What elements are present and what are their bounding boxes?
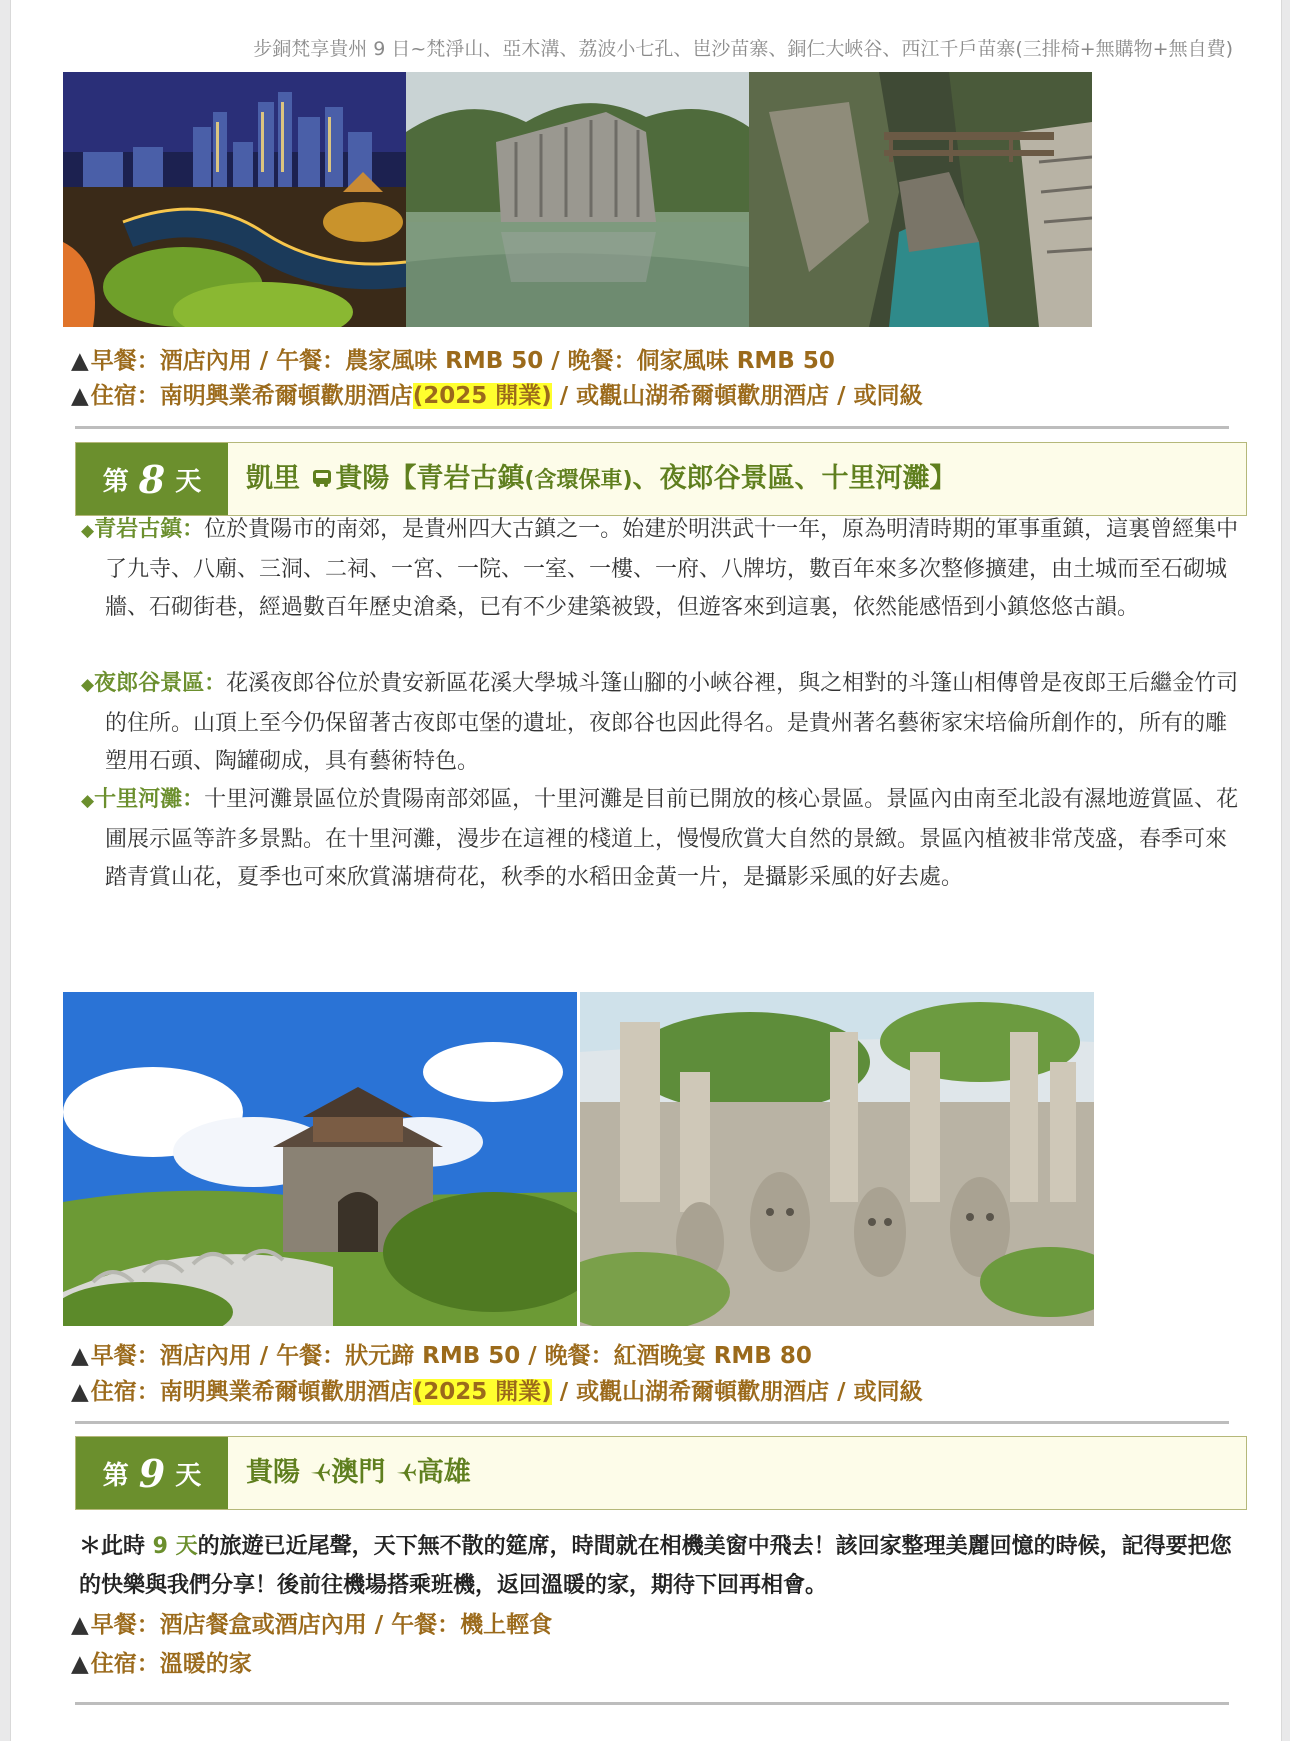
attraction-description: 花溪夜郎谷位於貴安新區花溪大學城斗篷山腳的小峽谷裡，與之相對的斗篷山相傳曾是夜郎王后繼金竹司的住所。山頂上至今仍保留著古夜郎屯堡的遺址，夜郎谷也因此得名。是貴州著名藝術家宋培倫所創作的，所有的雕塑用石頭、陶罐砌成，具有藝術特色。	[105, 671, 1239, 774]
stay-alternatives: / 或觀山湖希爾頓歡朋酒店 / 或同級	[551, 1379, 923, 1405]
top-meal-info	[71, 342, 835, 375]
bus-icon	[311, 467, 333, 489]
photo-yelanggu-sculptures	[580, 992, 1094, 1326]
meal-text: 早餐：酒店內用 / 午餐：狀元蹄 RMB 50 / 晚餐：紅酒晚宴 RMB 80	[90, 1343, 812, 1369]
total-days: 9 天	[152, 1534, 198, 1559]
photo-canyon-walkway	[749, 72, 1092, 327]
triangle-marker-icon: ▲	[71, 348, 89, 374]
triangle-marker-icon: ▲	[71, 1343, 89, 1369]
attraction-description: 十里河灘景區位於貴陽南部郊區，十里河灘是目前已開放的核心景區。景區內由南至北設有濕地遊賞區、花圃展示區等許多景點。在十里河灘，漫步在這裡的棧道上，慢慢欣賞大自然的景緻。景區內植被非常茂盛，春季可來踏青賞山花，夏季也可來欣賞滿塘荷花，秋季的水稻田金黃一片，是攝影采風的好去處。	[105, 787, 1239, 890]
diamond-bullet-icon: ◆	[81, 521, 95, 541]
day9-closing-text: ＊此時 9 天的旅遊已近尾聲，天下無不散的筵席，時間就在相機美窗中飛去！該回家整理美麗回憶的時候，記得要把您的快樂與我們分享！後前往機場搭乘班機，返回溫暖的家，期待下回再相會。	[79, 1534, 1232, 1598]
meal-text: 早餐：酒店餐盒或酒店內用 / 午餐：機上輕食	[90, 1612, 553, 1638]
photo-qingyan-gate	[63, 992, 577, 1326]
day8-title: 凱里 貴陽【青岩古鎮(含環保車)、夜郎谷景區、十里河灘】	[246, 463, 957, 494]
attraction-name: 青岩古鎮：	[94, 517, 205, 542]
divider	[75, 426, 1229, 429]
day9-title: 貴陽 澳門 高雄	[246, 1457, 471, 1488]
opening-highlight: (2025 開業)	[412, 1379, 552, 1405]
triangle-marker-icon: ▲	[71, 1379, 89, 1405]
day8-header	[75, 442, 1247, 516]
attraction-yelanggu	[81, 665, 1241, 782]
meal-text: 早餐：酒店內用 / 午餐：農家風味 RMB 50 / 晚餐：侗家風味 RMB 50	[90, 348, 835, 374]
top-stay-info	[71, 377, 923, 410]
triangle-marker-icon: ▲	[71, 1651, 89, 1677]
divider	[75, 1702, 1229, 1705]
day8-stay-info	[71, 1373, 923, 1406]
stay-text: 住宿：南明興業希爾頓歡朋酒店	[90, 383, 413, 409]
day9-badge: 第 9 天	[76, 1437, 228, 1509]
stay-text: 住宿：溫暖的家	[90, 1651, 252, 1677]
day9-meal-info	[71, 1606, 552, 1639]
day9-stay-info	[71, 1645, 252, 1678]
attraction-qingyan	[81, 511, 1241, 628]
day8-meal-info	[71, 1337, 812, 1370]
day9-header	[75, 1436, 1247, 1510]
triangle-marker-icon: ▲	[71, 1612, 89, 1638]
document-page	[10, 0, 1282, 1741]
opening-highlight: (2025 開業)	[412, 383, 552, 409]
divider	[75, 1421, 1229, 1424]
triangle-marker-icon: ▲	[71, 383, 89, 409]
attraction-description: 位於貴陽市的南郊，是貴州四大古鎮之一。始建於明洪武十一年，原為明清時期的軍事重鎮，這裏曾經集中了九寺、八廟、三洞、二祠、一宮、一院、一室、一樓、一府、八牌坊，數百年來多次整修擴建，由土城而至石砌城牆、石砌街巷，經過數百年歷史滄桑，已有不少建築被毀，但遊客來到這裏，依然能感悟到小鎮悠悠古韻。	[105, 517, 1239, 620]
diamond-bullet-icon: ◆	[81, 791, 95, 811]
day-number: 9	[138, 1450, 166, 1496]
photo-stone-pool	[406, 72, 749, 327]
stay-text: 住宿：南明興業希爾頓歡朋酒店	[90, 1379, 413, 1405]
photo-guiyang-night	[63, 72, 406, 327]
attraction-name: 夜郎谷景區：	[94, 671, 227, 696]
day8-badge: 第 8 天	[76, 443, 228, 515]
diamond-bullet-icon: ◆	[81, 675, 95, 695]
stay-alternatives: / 或觀山湖希爾頓歡朋酒店 / 或同級	[551, 383, 923, 409]
attraction-name: 十里河灘：	[94, 787, 205, 812]
day-number: 8	[138, 456, 166, 502]
document-title: 步銅梵享貴州 9 日~梵淨山、亞木溝、荔波小七孔、岜沙苗寨、銅仁大峽谷、西江千戶苗寨(三排椅+無購物+無自費)	[253, 38, 1233, 60]
airplane-icon	[395, 1461, 417, 1483]
attraction-shilihetan	[81, 781, 1241, 898]
airplane-icon	[309, 1461, 331, 1483]
